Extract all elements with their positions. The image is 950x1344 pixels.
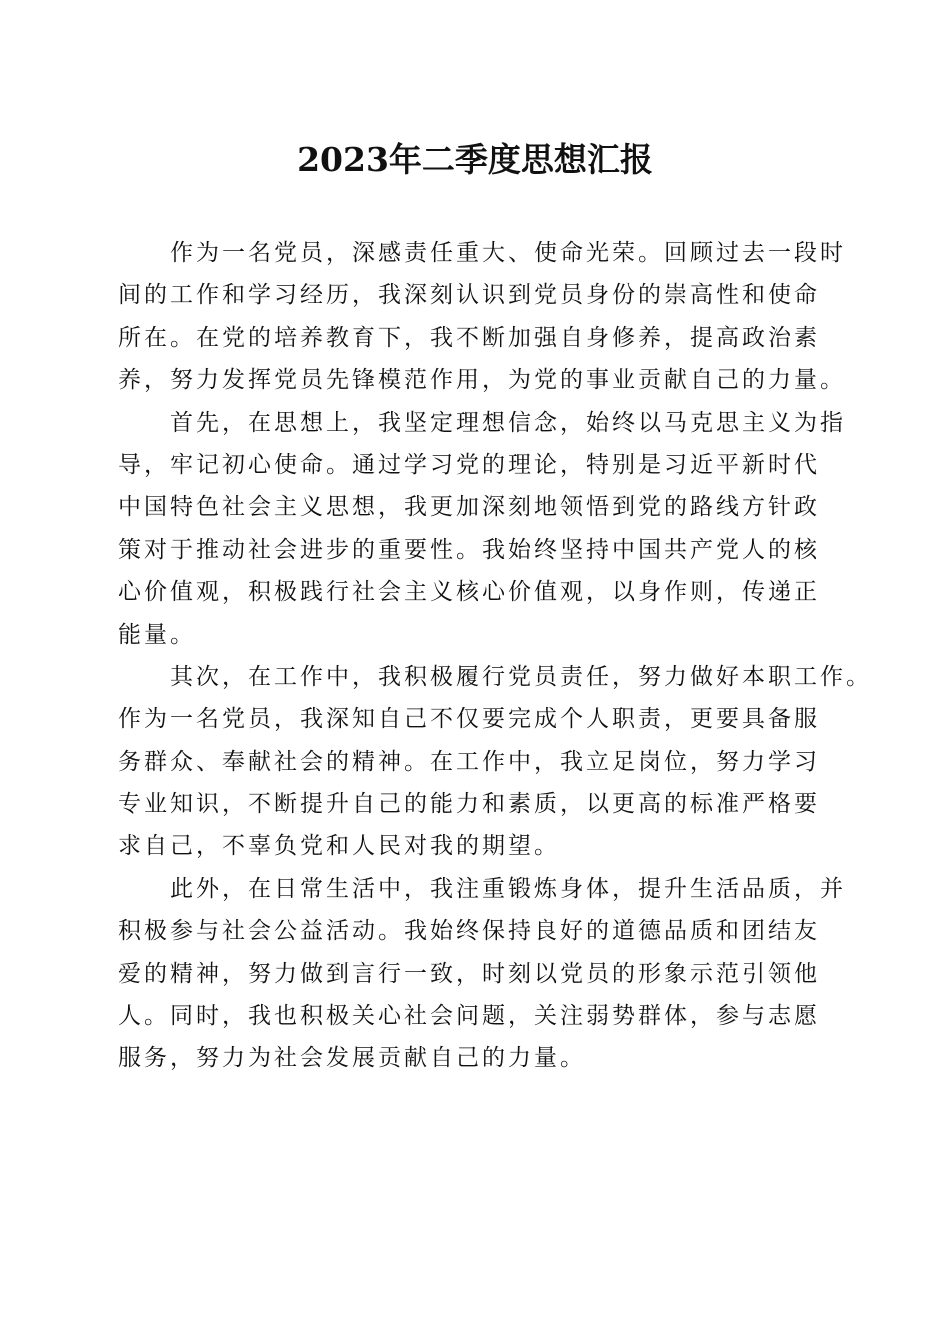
text-line: 策对于推动社会进步的重要性。我始终坚持中国共产党人的核 — [118, 536, 820, 563]
text-line: 作为一名党员，深感责任重大、使命光荣。回顾过去一段时 — [118, 240, 846, 266]
document-title: 2023年二季度思想汇报 — [297, 140, 653, 179]
text-line: 此外，在日常生活中，我注重锻炼身体，提升生活品质，并 — [118, 875, 846, 902]
text-line: 求自己，不辜负党和人民对我的期望。 — [118, 833, 560, 860]
text-line: 作为一名党员，我深知自己不仅要完成个人职责，更要具备服 — [118, 706, 820, 733]
text-line: 服务，努力为社会发展贡献自己的力量。 — [118, 1045, 586, 1072]
document-body — [118, 232, 872, 1080]
text-line: 所在。在党的培养教育下，我不断加强自身修养，提高政治素 — [118, 324, 820, 351]
text-line: 间的工作和学习经历，我深刻认识到党员身份的崇高性和使命 — [118, 282, 820, 309]
text-line: 专业知识，不断提升自己的能力和素质，以更高的标准严格要 — [118, 791, 820, 818]
text-line: 其次，在工作中，我积极履行党员责任，努力做好本职工作。 — [118, 663, 872, 690]
text-line: 积极参与社会公益活动。我始终保持良好的道德品质和团结友 — [118, 918, 820, 945]
text-line: 心价值观，积极践行社会主义核心价值观，以身作则，传递正 — [118, 579, 820, 606]
text-line: 中国特色社会主义思想，我更加深刻地领悟到党的路线方针政 — [118, 494, 820, 521]
text-line: 首先，在思想上，我坚定理想信念，始终以马克思主义为指 — [118, 409, 846, 436]
text-line: 养，努力发挥党员先锋模范作用，为党的事业贡献自己的力量。 — [118, 367, 846, 394]
text-line: 能量。 — [118, 621, 196, 648]
text-line: 爱的精神，努力做到言行一致，时刻以党员的形象示范引领他 — [118, 960, 820, 987]
text-line: 导，牢记初心使命。通过学习党的理论，特别是习近平新时代 — [118, 451, 820, 478]
text-line: 人。同时，我也积极关心社会问题，关注弱势群体，参与志愿 — [118, 1003, 820, 1030]
text-line: 务群众、奉献社会的精神。在工作中，我立足岗位，努力学习 — [118, 748, 820, 775]
